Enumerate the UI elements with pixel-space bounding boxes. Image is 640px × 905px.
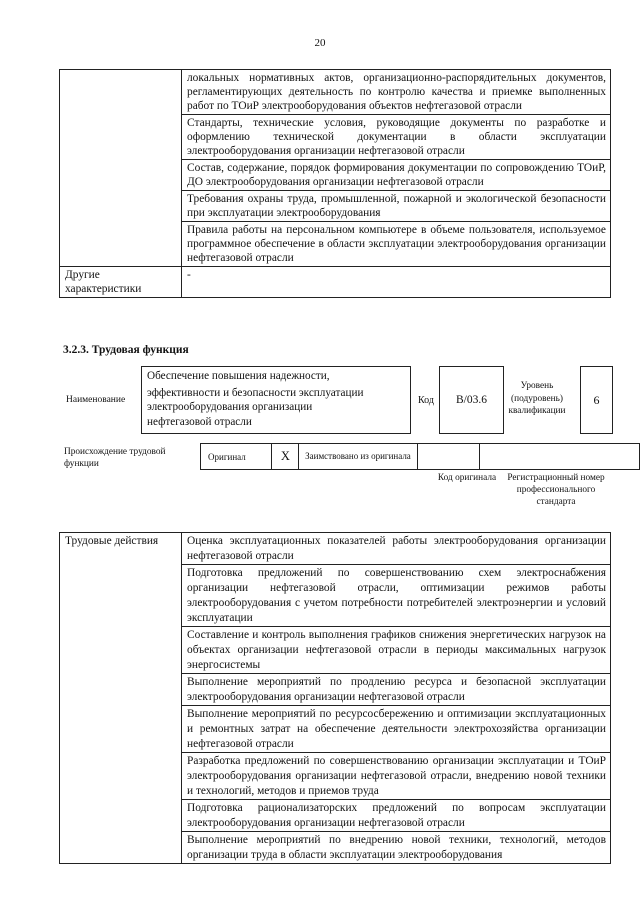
action-row: Составление и контроль выполнения графиков снижения энергетических нагрузок на объектах организации нефтегазовой отрасли в периоды максимальных нагрузок энергосистемы: [182, 627, 611, 674]
knowledge-row: локальных нормативных актов, организационно-распорядительных документов, регламентирующих деятельность по контролю качества и приемке выполненных работ по ТОиР электрооборудования объектов нефтегазовой отрасли: [182, 70, 611, 115]
actions-table: [59, 532, 611, 864]
function-name-line: нефтегазовой отрасли: [147, 415, 252, 428]
knowledge-row: Правила работы на персональном компьютере в объеме пользователя, используемое программное обеспечение в области эксплуатации электрооборудования организации нефтегазовой отрасли: [182, 222, 611, 267]
code-value: B/03.6: [439, 366, 504, 434]
action-row: Оценка эксплуатационных показателей работы электрооборудования организации нефтегазовой отрасли: [182, 533, 611, 565]
borrowed-label: Заимствовано из оригинала: [299, 444, 417, 470]
original-label: Оригинал: [201, 444, 272, 470]
action-row: Выполнение мероприятий по внедрению новой техники, технологий, методов организации труда в области эксплуатации электрооборудования: [182, 832, 611, 864]
action-row: Подготовка предложений по совершенствованию схем электроснабжения организации нефтегазовой отрасли, оптимизации режимов работы электрооборудования с учетом потребности потребителей электроэнергии и условий эксплуатации: [182, 565, 611, 627]
page-number: 20: [314, 37, 326, 49]
section-heading: 3.2.3. Трудовая функция: [63, 344, 189, 356]
reg-number-label: Регистрационный номер профессионального стандарта: [507, 473, 605, 507]
knowledge-table: [59, 69, 611, 298]
action-row: Выполнение мероприятий по продлению ресурса и безопасной эксплуатации электрооборудования организации нефтегазовой отрасли: [182, 674, 611, 706]
function-name-label: Наименование: [66, 395, 126, 405]
action-row: Подготовка рационализаторских предложений по вопросам эксплуатации электрооборудования организации нефтегазовой отрасли: [182, 800, 611, 832]
function-name-line: Обеспечение повышения надежности,: [147, 370, 330, 382]
other-characteristics-value: -: [182, 267, 611, 298]
function-name-box: [141, 366, 411, 434]
original-mark: X: [272, 444, 299, 470]
actions-label: Трудовые действия: [60, 533, 182, 864]
function-name-line: электрооборудования организации: [147, 401, 313, 413]
reg-number-cell: [479, 444, 639, 470]
origin-code-label: Код оригинала: [437, 473, 497, 483]
knowledge-row: Состав, содержание, порядок формирования документации по сопровождению ТОиР, ДО электрооборудования организации нефтегазовой отрасли: [182, 160, 611, 191]
knowledge-row: Стандарты, технические условия, руководящие документы по разработке и оформлению технической документации в области эксплуатации электрооборудования организации нефтегазовой отрасли: [182, 115, 611, 160]
origin-table: [200, 443, 640, 470]
origin-code-cell: [417, 444, 479, 470]
action-row: Выполнение мероприятий по ресурсосбережению и оптимизации эксплуатационных и ремонтных затрат на обеспечение деятельности электрохозяйства организации нефтегазовой отрасли: [182, 706, 611, 753]
level-label: Уровень (подуровень) квалификации: [508, 381, 566, 416]
function-name-line: эффективности и безопасности эксплуатации: [147, 386, 364, 399]
origin-label: Происхождение трудовой функции: [64, 447, 166, 469]
level-value: 6: [580, 366, 613, 434]
code-label: Код: [418, 395, 434, 406]
other-characteristics-label: Другие характеристики: [60, 267, 182, 298]
knowledge-label-cell: [60, 70, 182, 267]
knowledge-row: Требования охраны труда, промышленной, пожарной и экологической безопасности при эксплуатации электрооборудования: [182, 191, 611, 222]
action-row: Разработка предложений по совершенствованию организации эксплуатации и ТОиР электрооборудования организации нефтегазовой отрасли, внедрению новой техники и технологий, методов и приемов труда: [182, 753, 611, 800]
